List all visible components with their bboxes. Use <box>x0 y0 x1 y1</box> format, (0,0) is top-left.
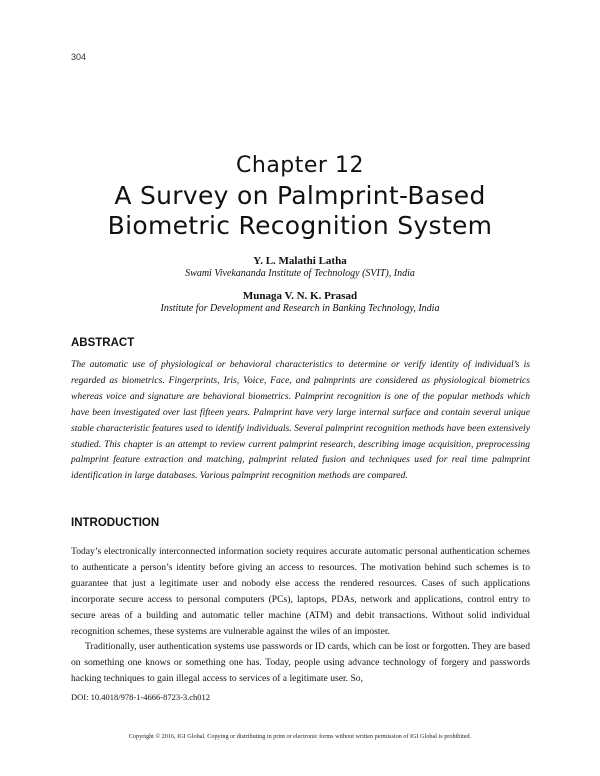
introduction-body <box>71 544 530 687</box>
author-block-2 <box>0 290 600 314</box>
chapter-title <box>60 181 540 241</box>
page-number: 304 <box>71 52 87 62</box>
author-affiliation: Swami Vivekananda Institute of Technology (SVIT), India <box>185 268 415 279</box>
author-name: Y. L. Malathi Latha <box>253 255 347 267</box>
author-name: Munaga V. N. K. Prasad <box>242 290 358 302</box>
chapter-title-line-1: A Survey on Palmprint-Based <box>114 181 486 210</box>
introduction-heading: INTRODUCTION <box>71 517 160 529</box>
doi: DOI: 10.4018/978-1-4666-8723-3.ch012 <box>71 692 211 702</box>
abstract-text: The automatic use of physiological or behavioral characteristics to determine or verify identity of individual’s is regarded as biometrics. Fingerprints, Iris, Voice, Face, and palmprints are considered as physiological biometrics whereas voice and signature are behavioral biometrics. Palmprint recognition is one of the popular methods which have been investigated over last fifteen years. Palmprint have very large internal surface and contain several unique stable characteristic features used to identify individuals. Several palmprint recognition methods have been extensively studied. This chapter is an attempt to review current palmprint research, describing image acquisition, preprocessing palmprint feature extraction and matching, palmprint related fusion and techniques used for real time palmprint identification in large databases. Various palmprint recognition methods are compared. <box>71 359 530 482</box>
introduction-paragraph-2: Traditionally, user authentication systems use passwords or ID cards, which can be lost or forgotten. They are based on something one knows or something one has. Today, people using advance technology of forgery and passwords hacking techniques to gain illegal access to services of a legitimate user. So, <box>71 641 530 685</box>
copyright-notice: Copyright © 2016, IGI Global. Copying or distributing in print or electronic forms without written permission of IGI Global is prohibited. <box>128 733 472 740</box>
chapter-label: Chapter 12 <box>236 153 364 178</box>
chapter-title-line-2: Biometric Recognition System <box>107 211 493 240</box>
introduction-paragraph-1: Today’s electronically interconnected information society requires accurate automatic personal authentication schemes to authenticate a person’s identity before giving an access to resources. The motivation behind such schemes is to guarantee that just a legitimate user and nobody else access the rendered resources. Cases of such applications incorporate secure access to personal computers (PCs), laptops, PDAs, network and applications, control entry to secure areas of a building and automatic teller machine (ATM) and debit transactions. Without solid individual recognition schemes, these systems are vulnerable against the wiles of an imposter. <box>71 546 530 637</box>
author-affiliation: Institute for Development and Research in Banking Technology, India <box>160 303 440 314</box>
author-block-1 <box>0 255 600 279</box>
abstract-heading: ABSTRACT <box>71 337 135 349</box>
